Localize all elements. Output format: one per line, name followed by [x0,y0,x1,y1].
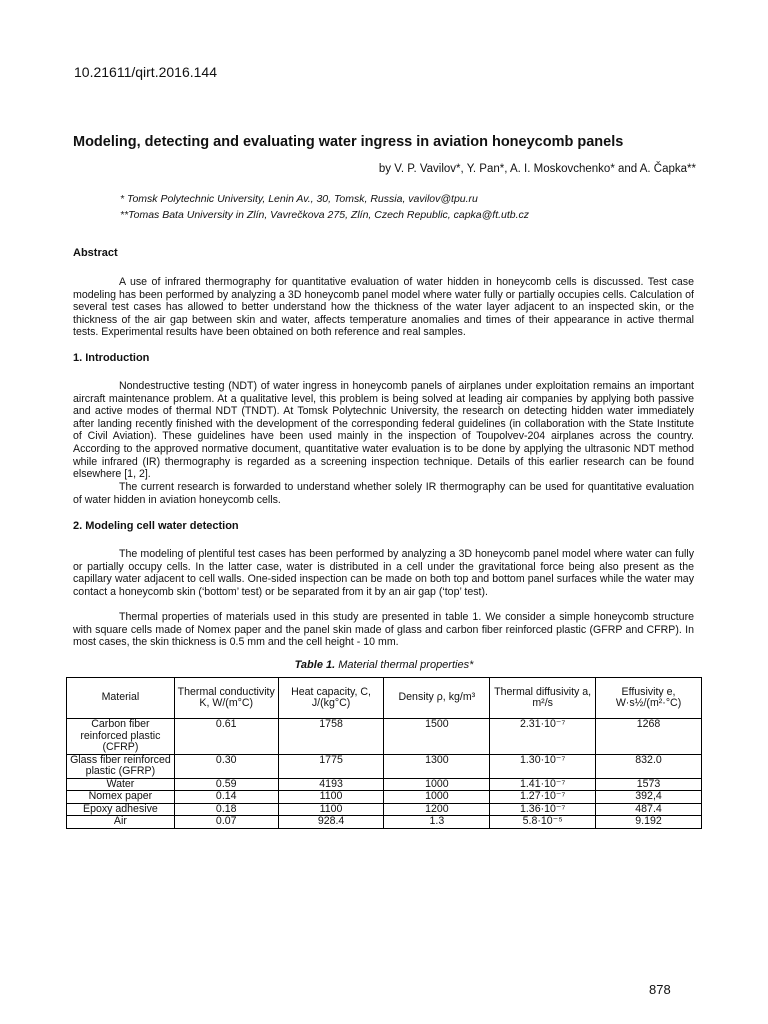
table-row [67,778,702,791]
table-row [67,803,702,816]
table-cell: Epoxy adhesive [67,803,175,816]
table-cell: 1000 [384,778,490,791]
page-number: 878 [649,982,671,997]
table-cell: 928.4 [278,816,384,829]
table-cell: Nomex paper [67,791,175,804]
table-cell: 4193 [278,778,384,791]
table-cell: 1200 [384,803,490,816]
section-1-paragraph-1: Nondestructive testing (NDT) of water ingress in honeycomb panels of airplanes under exploitation remains an important aircraft maintenance problem. At a qualitative level, this problem is being solved at leading air companies by applying both passive and active modes of thermal NDT (TNDT). At Tomsk Polytechnic University, the research on detecting hidden water immediately after landing recently finished with the development of the corresponding federal guidelines (in collaboration with the State Institute of Civil Aviation). These guidelines have been used mainly in the inspection of Toupolvev-204 airplanes across the country. According to the approved normative document, quantitative water evaluation is to be done by applying the ultrasonic NDT method while infrared (IR) thermography is regarded as a screening inspection technique. Details of this earlier research can be found elsewhere [1, 2]. [73,380,694,481]
table-cell: 1300 [384,754,490,778]
table-cell: 1100 [278,791,384,804]
doi: 10.21611/qirt.2016.144 [74,64,217,80]
table-cell: Carbon fiber reinforced plastic (CFRP) [67,719,175,755]
table-cell: 1100 [278,803,384,816]
authors: by V. P. Vavilov*, Y. Pan*, A. I. Moskovchenko* and A. Čapka** [378,163,696,175]
section-2-paragraph-2: Thermal properties of materials used in this study are presented in table 1. We consider a simple honeycomb structure with square cells made of Nomex paper and the panel skin made of glass and carbon fiber reinforced plastic (GFRP and CFRP). In most cases, the skin thickness is 0.5 mm and the cell height - 10 mm. [73,611,694,649]
table-row [67,816,702,829]
abstract-text: A use of infrared thermography for quantitative evaluation of water hidden in honeycomb cells is discussed. Test case modeling has been performed by analyzing a 3D honeycomb panel model where water fully or partially occupies cells. Calculation of several test cases has allowed to better understand how the thickness of the water layer adjacent to an inspected skin, or the thickness of the air gap between skin and water, affects temperature anomalies and times of their appearance in active thermal tests. Experimental results have been obtained on both reference and real samples. [73,276,694,339]
paper-title: Modeling, detecting and evaluating water ingress in aviation honeycomb panels [73,134,624,150]
table-caption-text: Material thermal properties* [338,659,474,671]
table-cell: 1500 [384,719,490,755]
table-cell: Water [67,778,175,791]
table-cell: 832.0 [596,754,702,778]
table-header: Thermal conductivity K, W/(m°C) [174,678,278,719]
table-cell: 1.41·10⁻⁷ [490,778,596,791]
table-cell: 0.14 [174,791,278,804]
section-1-heading: 1. Introduction [73,352,150,364]
table-cell: 1000 [384,791,490,804]
affiliation-2: **Tomas Bata University in Zlín, Vavrečkova 275, Zlín, Czech Republic, capka@ft.utb.cz [120,209,530,221]
table-cell: 487.4 [596,803,702,816]
section-2-heading: 2. Modeling cell water detection [73,520,239,532]
table-row [67,754,702,778]
affiliation-1: * Tomsk Polytechnic University, Lenin Av., 30, Tomsk, Russia, vavilov@tpu.ru [120,193,478,205]
table-cell: 1.30·10⁻⁷ [490,754,596,778]
table-cell: 1.27·10⁻⁷ [490,791,596,804]
table-cell: 0.18 [174,803,278,816]
table-cell: 5.8·10⁻⁵ [490,816,596,829]
table-caption-label: Table 1. [294,659,336,671]
table-cell: 0.61 [174,719,278,755]
table-cell: 1758 [278,719,384,755]
table-header: Heat capacity, C, J/(kg°C) [278,678,384,719]
table-cell: 1775 [278,754,384,778]
table-cell: 9.192 [596,816,702,829]
table-cell: 0.30 [174,754,278,778]
table-header: Thermal diffusivity a, m²/s [490,678,596,719]
material-properties-table [66,677,702,829]
table-cell: 1.36·10⁻⁷ [490,803,596,816]
section-2-paragraph-1: The modeling of plentiful test cases has been performed by analyzing a 3D honeycomb panel model where water can fully or partially occupy cells. In the latter case, water is distributed in a cell under the gravitational force being also present as the capillary water adjacent to cell walls. One-sided inspection can be made on both top and bottom panel surfaces while the water may contact a honeycomb skin (‘bottom’ test) or be separated from it by an air gap (‘top’ test). [73,548,694,598]
table-cell: Air [67,816,175,829]
abstract-heading: Abstract [73,247,118,259]
table-header-row [67,678,702,719]
table-header: Effusivity e, W·s½/(m²·°C) [596,678,702,719]
table-cell: 0.59 [174,778,278,791]
table-cell: 1.3 [384,816,490,829]
table-cell: 2.31·10⁻⁷ [490,719,596,755]
table-row [67,719,702,755]
table-cell: 1268 [596,719,702,755]
table-cell: 0.07 [174,816,278,829]
table-header: Material [67,678,175,719]
table-row [67,791,702,804]
table-cell: Glass fiber reinforced plastic (GFRP) [67,754,175,778]
table-cell: 1573 [596,778,702,791]
table-caption [0,659,768,671]
section-1-paragraph-2: The current research is forwarded to understand whether solely IR thermography can be used for quantitative evaluation of water hidden in aviation honeycomb cells. [73,481,694,506]
table-cell: 392,4 [596,791,702,804]
table-header: Density ρ, kg/m³ [384,678,490,719]
